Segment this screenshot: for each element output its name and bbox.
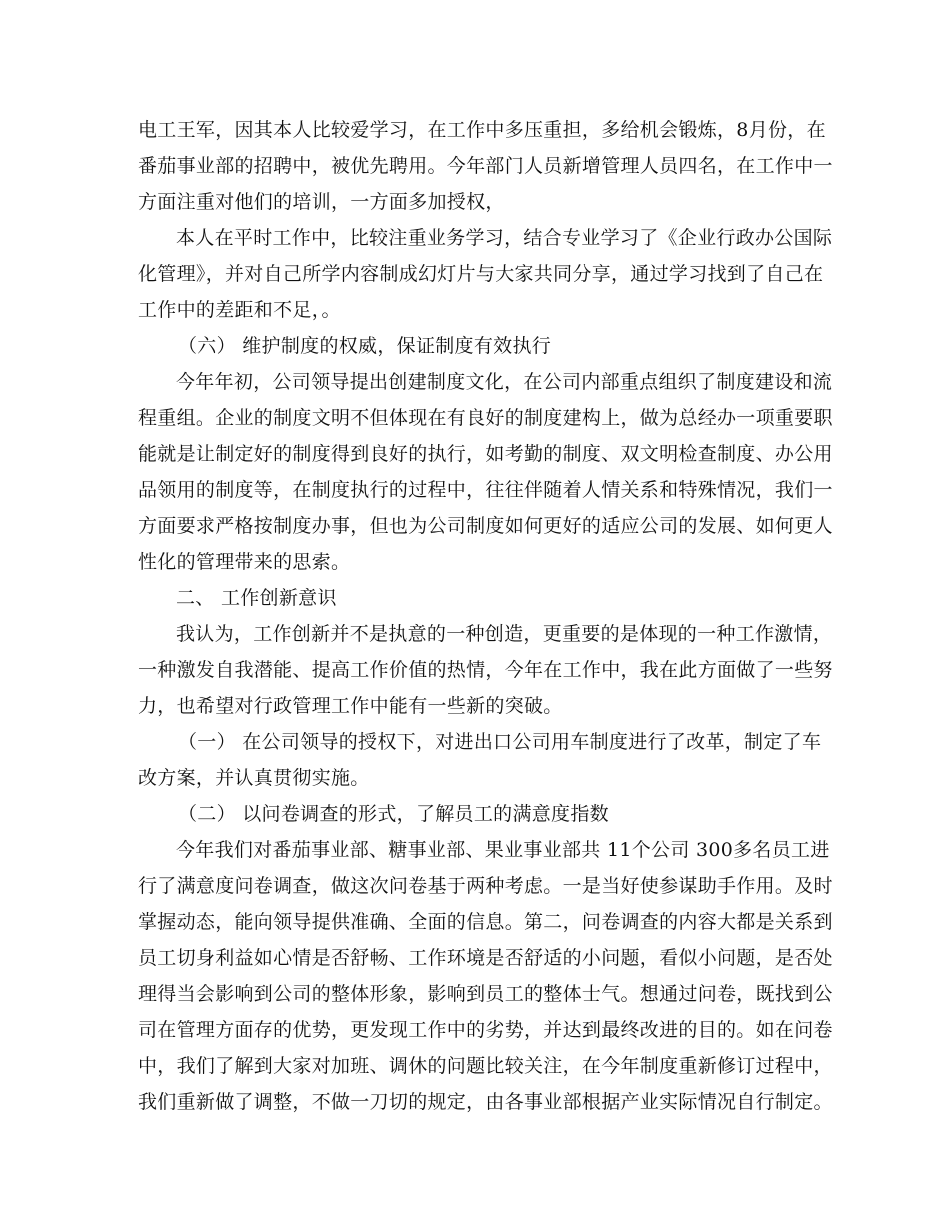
text-line: 一种激发自我潜能、提高工作价值的热情，今年在工作中，我在此方面做了一些努 <box>138 659 833 681</box>
text-line: 中，我们了解到大家对加班、调休的问题比较关注，在今年制度重新修订过程中， <box>138 1055 833 1077</box>
text-line: 番茄事业部的招聘中，被优先聘用。今年部门人员新增管理人员四名，在工作中一 <box>138 155 833 177</box>
text-line: 改方案，并认真贯彻实施。 <box>138 767 370 789</box>
text-line: 员工切身利益如心情是否舒畅、工作环境是否舒适的小问题，看似小问题，是否处 <box>138 947 833 969</box>
text-line: 掌握动态，能向领导提供准确、全面的信息。第二，问卷调查的内容大都是关系到 <box>138 911 833 933</box>
text-line: 性化的管理带来的思索。 <box>138 551 351 573</box>
text-line: 方面要求严格按制度办事，但也为公司制度如何更好的适应公司的发展、如何更人 <box>138 515 833 537</box>
text-line: 二、 工作创新意识 <box>176 587 337 609</box>
text-line: 化管理》，并对自己所学内容制成幻灯片与大家共同分享，通过学习找到了自己在 <box>138 263 824 285</box>
text-line: 今年年初，公司领导提出创建制度文化，在公司内部重点组织了制度建设和流 <box>176 371 833 393</box>
document-body <box>138 112 833 1120</box>
text-line: 我认为，工作创新并不是执意的一种创造，更重要的是体现的一种工作激情， <box>176 623 833 645</box>
text-line: 理得当会影响到公司的整体形象，影响到员工的整体士气。想通过问卷，既找到公 <box>138 983 833 1005</box>
text-line: 方面注重对他们的培训，一方面多加授权， <box>138 191 505 213</box>
text-line: 司在管理方面存的优势，更发现工作中的劣势，并达到最终改进的目的。如在问卷 <box>138 1019 833 1041</box>
text-line: 程重组。企业的制度文明不但体现在有良好的制度建构上，做为总经办一项重要职 <box>138 407 833 429</box>
text-line: 行了满意度问卷调查，做这次问卷基于两种考虑。一是当好使参谋助手作用。及时 <box>138 875 833 897</box>
section-heading-line: （二） 以问卷调查的形式，了解员工的满意度指数 <box>178 803 609 825</box>
text-line: 电工王军，因其本人比较爱学习，在工作中多压重担，多给机会锻炼，8月份，在 <box>138 119 826 141</box>
text-line: 工作中的差距和不足，。 <box>138 299 341 321</box>
section-heading-line: （六） 维护制度的权威，保证制度有效执行 <box>178 335 552 357</box>
text-line: 能就是让制定好的制度得到良好的执行，如考勤的制度、双文明检查制度、办公用 <box>138 443 833 465</box>
text-line: 今年我们对番茄事业部、糖事业部、果业事业部共 11个公司 300多名员工进 <box>176 839 830 861</box>
section-heading-line: （一） 在公司领导的授权下，对进出口公司用车制度进行了改革，制定了车 <box>178 731 822 753</box>
text-line: 我们重新做了调整，不做一刀切的规定，由各事业部根据产业实际情况自行制定。 <box>138 1091 833 1113</box>
text-line: 力，也希望对行政管理工作中能有一些新的突破。 <box>138 695 563 717</box>
text-line: 本人在平时工作中，比较注重业务学习，结合专业学习了《企业行政办公国际 <box>176 227 833 249</box>
text-line: 品领用的制度等，在制度执行的过程中，往往伴随着人情关系和特殊情况，我们一 <box>138 479 833 501</box>
